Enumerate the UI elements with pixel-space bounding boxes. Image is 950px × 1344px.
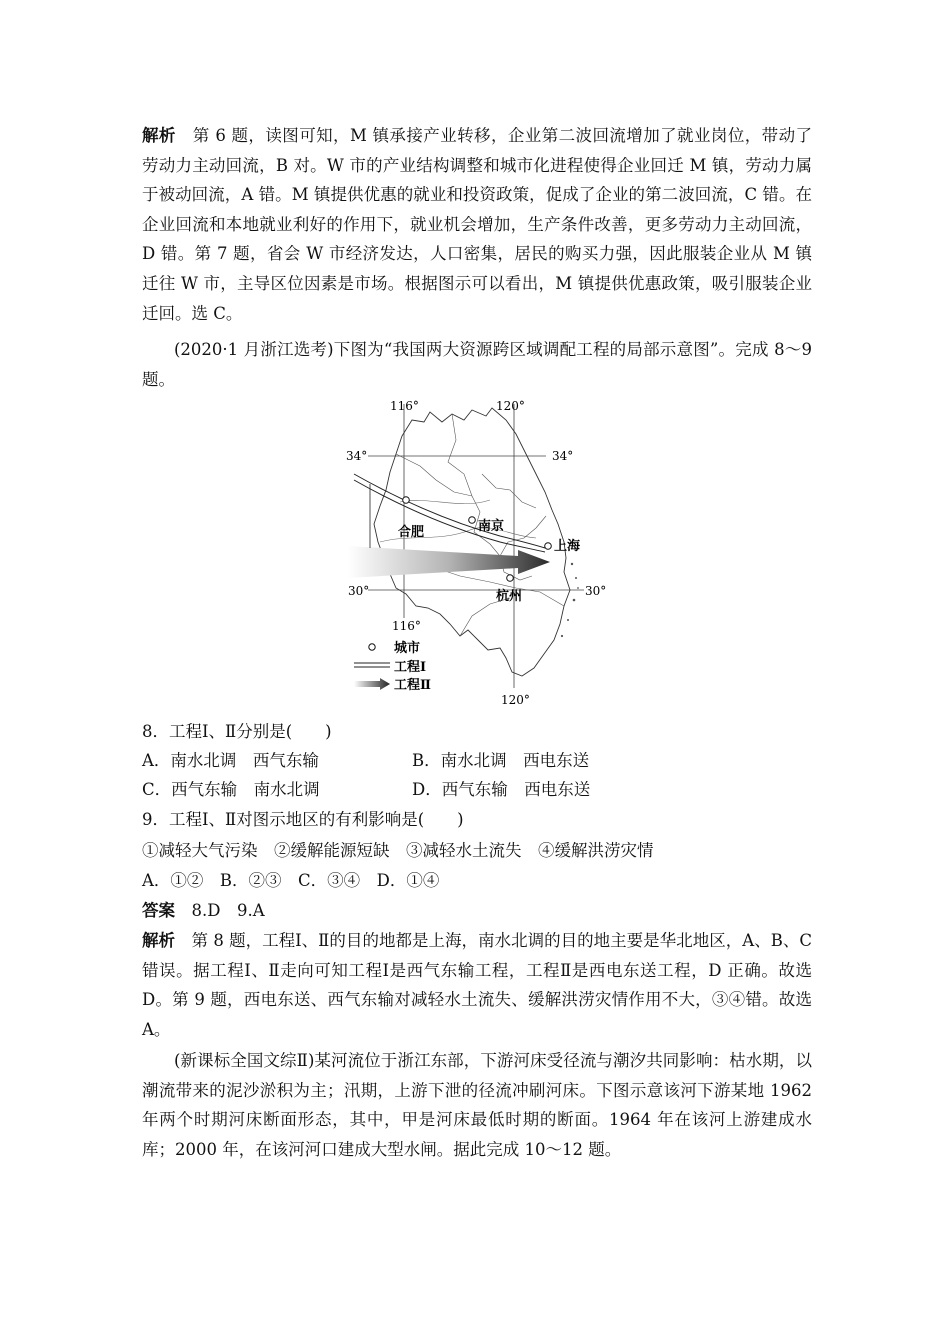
city-nanjing: 南京 (478, 519, 505, 534)
q8-option-a: A．南水北调 西气东输 (142, 751, 319, 770)
analysis-label: 解析 (142, 126, 176, 145)
legend-project-1: 工程Ⅰ (394, 660, 427, 675)
q9-items: ①减轻大气污染 ②缓解能源短缺 ③减轻水土流失 ④缓解洪涝灾情 (142, 841, 654, 860)
q8-option-c: C．西气东输 南水北调 (142, 780, 320, 799)
intro-q8-q9: (2020·1 月浙江选考)下图为“我国两大资源跨区域调配工程的局部示意图”。完成 8～9 题。 (142, 340, 812, 389)
question-8-stem: 8．工程Ⅰ、Ⅱ分别是( ) (142, 722, 332, 741)
analysis-text: 第 6 题，读图可知，M 镇承接产业转移，企业第二波回流增加了就业岗位，带动了劳动力主动回流，B 对。W 市的产业结构调整和城市化进程使得企业回迁 M 镇，劳动力属于被动回流，A 错。M 镇提供优惠的就业和投资政策，促成了企业的第二波回流，C 错。在企业回流和本地就业利好的作用下，就业机会增加，生产条件改善，更多劳动力主动回流，D 错。第 7 题，省会 W 市经济发达，人口密集，居民的购买力强，因此服装企业从 M 镇迁往 W 市，主导区位因素是市场。根据图示可以看出，M 镇提供优惠政策，吸引服装企业迁回。选 C。 (142, 126, 812, 323)
lat-30-left: 30° (348, 584, 370, 598)
resource-transfer-map (340, 392, 615, 712)
intro-q10-q12: (新课标全国文综Ⅱ)某河流位于浙江东部，下游河床受径流与潮汐共同影响：枯水期，以潮流带来的泥沙淤积为主；汛期，上游下泄的径流冲刷河床。下图示意该河下游某地 1962 年两个时期河床断面形态，其中，甲是河床最低时期的断面。1964 年在该河上游建成水库；2000 年，在该河河口建成大型水闸。据此完成 10～12 题。 (142, 1051, 812, 1159)
q8-option-b: B．南水北调 西电东送 (412, 751, 590, 770)
map-legend (354, 640, 431, 693)
answer-line (142, 896, 265, 925)
legend-city: 城市 (394, 641, 421, 656)
q8-option-d: D．西气东输 西电东送 (412, 780, 591, 799)
analysis-label-2: 解析 (142, 931, 176, 950)
lon-116-top: 116° (390, 399, 419, 413)
city-shanghai: 上海 (554, 539, 581, 554)
question-9-stem: 9．工程Ⅰ、Ⅱ对图示地区的有利影响是( ) (142, 810, 464, 829)
project-2-arrow (348, 546, 550, 578)
lon-120-top: 120° (496, 399, 525, 413)
lon-120-bottom: 120° (501, 693, 530, 707)
city-hefei: 合肥 (398, 525, 425, 540)
city-hangzhou: 杭州 (496, 589, 523, 604)
lat-34-right: 34° (552, 449, 574, 463)
lat-34-left: 34° (346, 449, 368, 463)
coast-islands (561, 563, 579, 637)
lat-30-right: 30° (585, 584, 607, 598)
answer-text: 8.D 9.A (191, 901, 265, 920)
lon-116-bottom: 116° (392, 619, 421, 633)
province-outline (374, 408, 570, 676)
legend-project-2: 工程Ⅱ (394, 678, 431, 693)
analysis-q6-q7 (142, 121, 812, 328)
q9-options: A．①② B．②③ C．③④ D．①④ (142, 871, 440, 890)
answer-label: 答案 (142, 901, 175, 920)
analysis-text-2: 第 8 题，工程Ⅰ、Ⅱ的目的地都是上海，南水北调的目的地主要是华北地区，A、B、C 错误。据工程Ⅰ、Ⅱ走向可知工程Ⅰ是西气东输工程，工程Ⅱ是西电东送工程，D 正确。故选 D。第 9 题，西电东送、西气东输对减轻水土流失、缓解洪涝灾情作用不大，③④错。故选 A。 (142, 931, 812, 1039)
analysis-q8-q9 (142, 926, 812, 1044)
project-1-route (354, 474, 545, 552)
